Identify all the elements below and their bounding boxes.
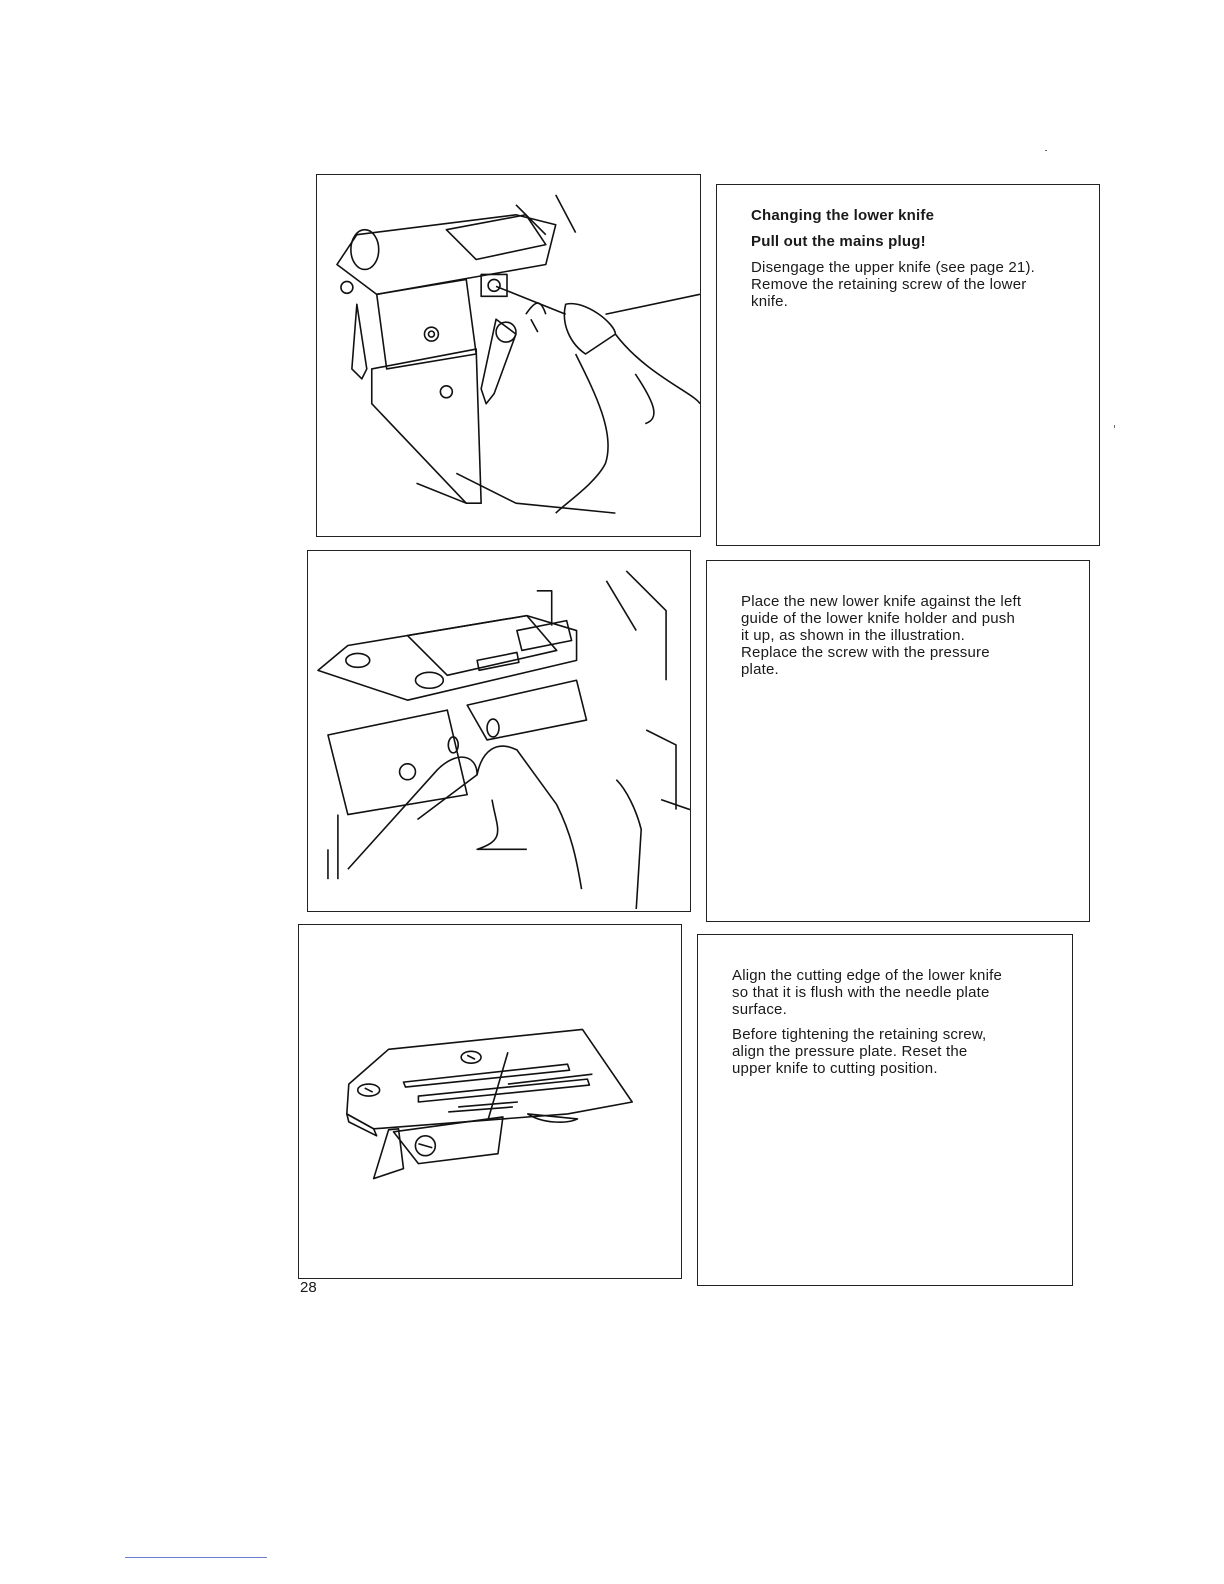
footer-rule (125, 1557, 267, 1558)
step2-text-panel (706, 560, 1090, 922)
scan-speck (1045, 150, 1047, 151)
scan-speck (1114, 425, 1115, 428)
needle-plate-knife-alignment-illustration (299, 925, 681, 1278)
step3-text-panel (697, 934, 1073, 1286)
section-title: Changing the lower knife (751, 207, 935, 224)
step1-text-panel (716, 184, 1100, 546)
step2-image-frame (307, 550, 691, 912)
page-number: 28 (300, 1279, 317, 1296)
step2-instructions: Place the new lower knife against the left guide of the lower knife holder and push it up, as shown in the illustration. Replace the screw with the pressure plate. (741, 593, 1022, 678)
step1-image-frame (316, 174, 701, 537)
step3-image-frame (298, 924, 682, 1279)
screwdriver-removing-screw-illustration (317, 175, 700, 536)
step3-instructions-alignment: Align the cutting edge of the lower knife so that it is flush with the needle plate surface. (732, 967, 1003, 1018)
step1-instructions: Disengage the upper knife (see page 21). Remove the retaining screw of the lower knife. (751, 259, 1036, 310)
step3-instructions-tightening: Before tightening the retaining screw, align the pressure plate. Reset the upper knife to cutting position. (732, 1026, 987, 1077)
fingers-placing-knife-illustration (308, 551, 690, 911)
warning-text: Pull out the mains plug! (751, 233, 926, 250)
